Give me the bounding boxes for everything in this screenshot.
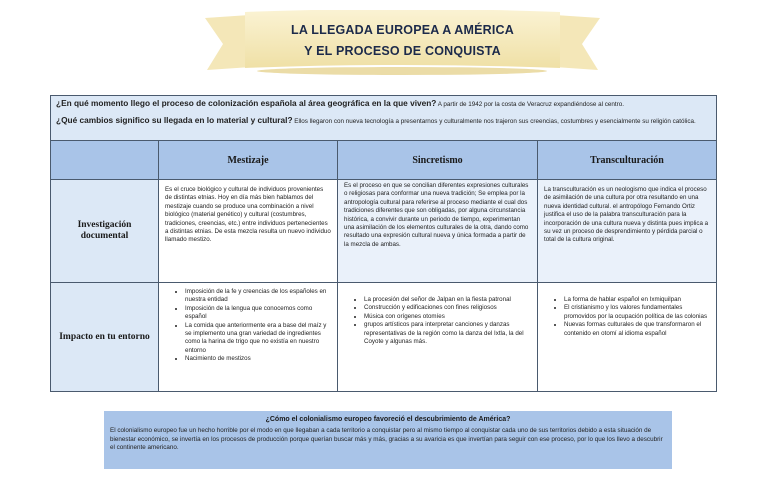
list-item: • La procesión del señor de Jalpan en la fiesta patronal bbox=[364, 296, 531, 304]
page-title-line-2: Y EL PROCESO DE CONQUISTA bbox=[304, 44, 501, 58]
cell-impacto-transculturacion bbox=[538, 283, 716, 391]
cell-investigacion-sincretismo: Es el proceso en que se concilian diferentes expresiones culturales o religiosas para conformar una nueva tradición; Se emplea por la antropología cultural para referirse al proceso mediante el cual dos tradiciones diferentes que son obligadas, por alguna circunstancia histórica, a convivir durante un periodo de tiempo, experimentan una asimilación de los elementos culturales de la otra, dando como resultado una expresión cultural nueva y única formada a partir de la mezcla de ambas. bbox=[338, 180, 538, 283]
cell-impacto-mestizaje bbox=[159, 283, 338, 391]
question-2-text: ¿Qué cambios significo su llegada en lo material y cultural? bbox=[56, 115, 293, 125]
list-item: • Música con orígenes otomíes bbox=[364, 313, 531, 321]
question-1-answer: A partir de 1942 por la costa de Veracruz expandiéndose al centro. bbox=[437, 101, 625, 108]
row-header-impacto: Impacto en tu entorno bbox=[51, 283, 159, 391]
list-impacto-transculturacion bbox=[544, 296, 710, 338]
question-1 bbox=[56, 99, 711, 109]
list-item: • grupos artísticos para interpretar canciones y danzas representativas de la región como la danza del Ixtla, la del Coyote y algunas más. bbox=[364, 321, 531, 346]
title-banner bbox=[205, 10, 600, 80]
list-impacto-mestizaje bbox=[165, 288, 331, 364]
list-item: • Imposición de la lengua que conocemos como español bbox=[185, 305, 331, 322]
colonialism-question: ¿Cómo el colonialismo europeo favoreció el descubrimiento de América? bbox=[265, 416, 511, 423]
colonialism-question-box bbox=[104, 411, 672, 469]
list-item: • Nuevas formas culturales de que transformaron el contenido en otomí al idioma español bbox=[564, 321, 710, 338]
list-impacto-sincretismo bbox=[344, 296, 531, 346]
analysis-table bbox=[50, 95, 717, 392]
question-2 bbox=[56, 116, 711, 126]
question-1-text: ¿En qué momento llego el proceso de colonización española al área geográfica en la que viven? bbox=[56, 98, 437, 108]
corner-cell bbox=[51, 141, 159, 180]
column-header-mestizaje: Mestizaje bbox=[159, 141, 338, 180]
list-item: • Imposición de la fe y creencias de los españoles en nuestra entidad bbox=[185, 288, 331, 305]
list-item: • Nacimiento de mestizos bbox=[185, 355, 331, 363]
page-title-line-1: LA LLEGADA EUROPEA A AMÉRICA bbox=[291, 23, 514, 37]
column-header-transculturacion: Transculturación bbox=[538, 141, 716, 180]
list-item: • La forma de hablar español en Ixmiquilpan bbox=[564, 296, 710, 304]
list-item: • La comida que anteriormente era a base del maíz y se implemento una gran variedad de ingredientes como la harina de trigo que no existía en nuestro entorno bbox=[185, 322, 331, 356]
column-header-sincretismo: Sincretismo bbox=[338, 141, 538, 180]
cell-investigacion-mestizaje: Es el cruce biológico y cultural de individuos provenientes de distintas etnias. Hoy en día más bien hablamos del mestizaje cuando se produce una combinación a nivel biológico (material genético) y cultural (costumbres, tradiciones, creencias, etc.) entre individuos pertenecientes a distintas etnias. De esta mezcla resulta un nuevo individuo llamado mestizo. bbox=[159, 180, 338, 283]
list-item: • El cristianismo y los valores fundamentales promovidos por la ocupación política de las colonias bbox=[564, 304, 710, 321]
colonialism-answer: El colonialismo europeo fue un hecho horrible por el modo en que llegaban a cada territorio a conquistar pero al mismo tiempo al conquistar cada uno de sus territorios debido a esta situación de bienestar económico, se invertía en los procesos de producción porque querían buscar más y más, gracias a su avaricia es que invertían para seguir con ese proceso, por lo que los llevo a descubrir el continente americano. bbox=[110, 427, 663, 452]
cell-investigacion-transculturacion: La transculturación es un neologismo que indica el proceso de asimilación de una cultura por otra resultando en una nueva identidad cultural. el antropólogo Fernando Ortiz justifica el uso de la palabra transculturación para la incorporación de una cultura nueva y distinta pues implica a su vez un proceso de desprendimiento y pérdida parcial o total de la cultura original. bbox=[538, 180, 716, 283]
cell-impacto-sincretismo bbox=[338, 283, 538, 391]
row-header-investigacion: Investigación documental bbox=[51, 180, 159, 283]
question-2-answer: Ellos llegaron con nueva tecnología a presentarnos y culturalmente nos trajeron sus creencias, costumbres y esencialmente su religión católica. bbox=[294, 118, 696, 125]
list-item: • Construcción y edificaciones con fines religiosos bbox=[364, 304, 531, 312]
questions-box bbox=[51, 96, 716, 141]
